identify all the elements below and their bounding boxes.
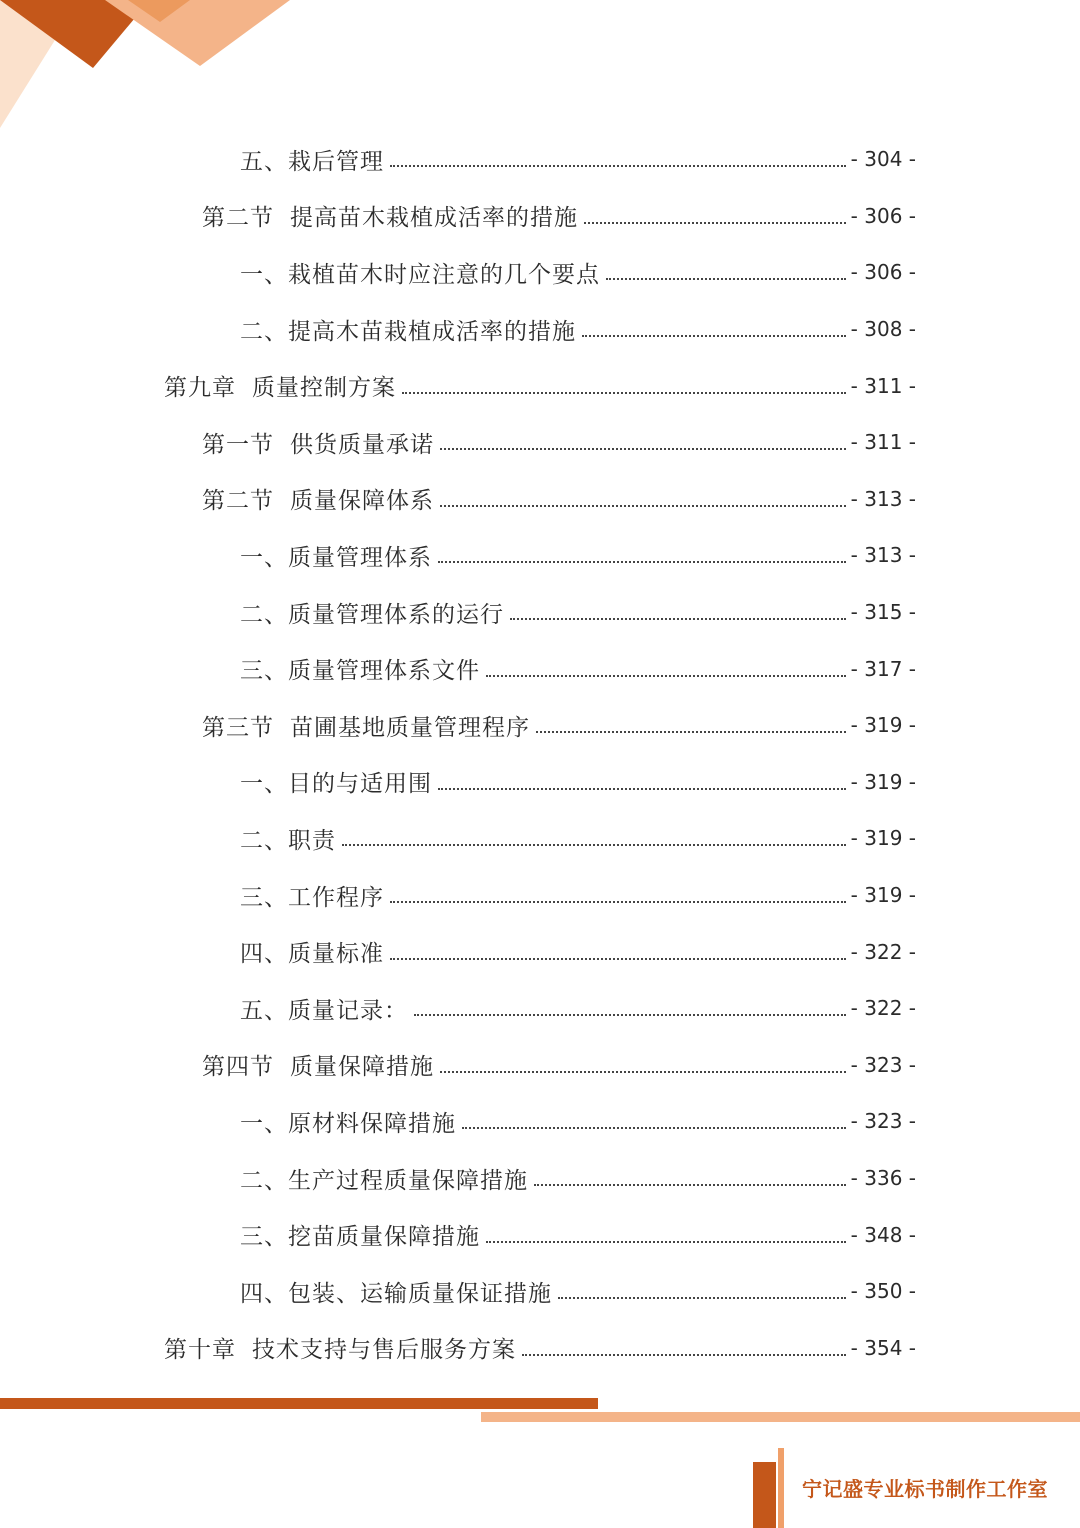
toc-page-number: - 319 - xyxy=(850,826,916,851)
toc-leader-dots xyxy=(584,202,846,224)
toc-entry-title xyxy=(240,539,432,572)
toc-leader-dots xyxy=(342,824,846,846)
toc-entry-number: 第二节 xyxy=(202,205,274,232)
toc-entry-text: 栽后管理 xyxy=(288,148,384,175)
toc-page-number: - 348 - xyxy=(850,1222,916,1247)
toc-page-number: - 313 - xyxy=(850,543,916,568)
toc-entry[interactable] xyxy=(0,980,1080,1037)
toc-entry-title xyxy=(202,199,578,232)
toc-page-number: - 322 - xyxy=(850,996,916,1021)
toc-entry-text: 职责 xyxy=(288,827,336,854)
toc-leader-dots xyxy=(510,598,846,620)
toc-entry[interactable] xyxy=(0,810,1080,867)
toc-page-number: - 317 - xyxy=(850,656,916,681)
toc-entry[interactable] xyxy=(0,1206,1080,1263)
toc-entry[interactable] xyxy=(0,1150,1080,1207)
toc-entry[interactable] xyxy=(0,1320,1080,1377)
toc-leader-dots xyxy=(606,258,846,280)
toc-entry-title xyxy=(240,822,336,855)
studio-name: 宁记盛专业标书制作工作室 xyxy=(802,1477,1048,1501)
toc-entry-title xyxy=(240,992,408,1025)
toc-entry[interactable] xyxy=(0,357,1080,414)
toc-entry[interactable] xyxy=(0,471,1080,528)
toc-page-number: - 319 - xyxy=(850,769,916,794)
toc-entry-number: 三、 xyxy=(240,1224,288,1251)
toc-entry-title xyxy=(240,1105,456,1138)
footer-bar-light xyxy=(481,1412,1080,1422)
toc-entry-title xyxy=(240,1162,528,1195)
toc-page-number: - 323 - xyxy=(850,1052,916,1077)
toc-entry-title xyxy=(202,1048,434,1081)
toc-entry[interactable] xyxy=(0,527,1080,584)
toc-entry-text: 挖苗质量保障措施 xyxy=(288,1224,480,1251)
toc-entry-text: 原材料保障措施 xyxy=(288,1110,456,1137)
toc-entry-number: 五、 xyxy=(240,997,288,1024)
toc-leader-dots xyxy=(390,938,846,960)
toc-page-number: - 336 - xyxy=(850,1166,916,1191)
toc-entry[interactable] xyxy=(0,923,1080,980)
toc-leader-dots xyxy=(390,881,846,903)
toc-entry-number: 四、 xyxy=(240,1280,288,1307)
toc-entry-text: 质量保障体系 xyxy=(290,488,434,515)
toc-leader-dots xyxy=(486,1221,846,1243)
toc-entry-title xyxy=(240,765,432,798)
toc-page-number: - 306 - xyxy=(850,260,916,285)
toc-page-number: - 322 - xyxy=(850,939,916,964)
toc-entry[interactable] xyxy=(0,1263,1080,1320)
toc-entry-title xyxy=(240,143,384,176)
toc-entry-number: 四、 xyxy=(240,941,288,968)
toc-entry-text: 质量管理体系文件 xyxy=(288,658,480,685)
toc-page-number: - 319 - xyxy=(850,883,916,908)
toc-entry-title xyxy=(164,369,396,402)
toc-entry[interactable] xyxy=(0,584,1080,641)
toc-leader-dots xyxy=(440,1051,846,1073)
studio-logo-block xyxy=(753,1462,776,1528)
toc-entry-text: 提高木苗栽植成活率的措施 xyxy=(288,318,576,345)
toc-page-number: - 350 - xyxy=(850,1279,916,1304)
toc-page-number: - 308 - xyxy=(850,317,916,342)
toc-entry-number: 三、 xyxy=(240,658,288,685)
toc-entry[interactable] xyxy=(0,1037,1080,1094)
toc-entry-number: 第九章 xyxy=(164,375,236,402)
toc-entry-number: 第四节 xyxy=(202,1054,274,1081)
toc-entry-number: 第十章 xyxy=(164,1337,236,1364)
toc-entry-number: 第三节 xyxy=(202,714,274,741)
toc-leader-dots xyxy=(390,145,846,167)
toc-page-number: - 311 - xyxy=(850,373,916,398)
toc-entry-title xyxy=(240,935,384,968)
toc-entry-number: 二、 xyxy=(240,1167,288,1194)
toc-entry-title xyxy=(240,313,576,346)
toc-page-number: - 319 - xyxy=(850,713,916,738)
toc-entry-text: 质量管理体系的运行 xyxy=(288,601,504,628)
toc-entry-title xyxy=(240,1275,552,1308)
toc-leader-dots xyxy=(536,711,846,733)
toc-entry-title xyxy=(240,1218,480,1251)
toc-entry-text: 质量标准 xyxy=(288,941,384,968)
toc-entry-text: 供货质量承诺 xyxy=(290,431,434,458)
toc-entry[interactable] xyxy=(0,640,1080,697)
toc-entry[interactable] xyxy=(0,244,1080,301)
toc-leader-dots xyxy=(414,994,846,1016)
toc-entry[interactable] xyxy=(0,754,1080,811)
toc-leader-dots xyxy=(438,768,846,790)
toc-entry-number: 一、 xyxy=(240,261,288,288)
toc-entry-title xyxy=(202,426,434,459)
toc-leader-dots xyxy=(402,372,846,394)
toc-entry[interactable] xyxy=(0,414,1080,471)
toc-entry-text: 工作程序 xyxy=(288,884,384,911)
toc-entry[interactable] xyxy=(0,867,1080,924)
toc-page-number: - 354 - xyxy=(850,1335,916,1360)
toc-entry-number: 二、 xyxy=(240,318,288,345)
toc-entry-number: 一、 xyxy=(240,544,288,571)
toc-entry-text: 质量管理体系 xyxy=(288,544,432,571)
toc-entry-title xyxy=(240,596,504,629)
toc-entry-title xyxy=(164,1331,516,1364)
toc-entry-number: 三、 xyxy=(240,884,288,911)
toc-page-number: - 323 - xyxy=(850,1109,916,1134)
toc-leader-dots xyxy=(438,541,846,563)
studio-logo-line xyxy=(778,1448,784,1528)
toc-entry-text: 栽植苗木时应注意的几个要点 xyxy=(288,261,600,288)
toc-entry-text: 技术支持与售后服务方案 xyxy=(252,1337,516,1364)
toc-entry-text: 质量控制方案 xyxy=(252,375,396,402)
toc-entry[interactable] xyxy=(0,188,1080,245)
toc-page-number: - 313 - xyxy=(850,486,916,511)
toc-entry-title xyxy=(240,652,480,685)
toc-page-number: - 315 - xyxy=(850,600,916,625)
corner-decoration xyxy=(0,0,300,140)
toc-entry-text: 提高苗木栽植成活率的措施 xyxy=(290,205,578,232)
toc-entry-number: 一、 xyxy=(240,771,288,798)
toc-entry-number: 一、 xyxy=(240,1110,288,1137)
toc-entry-number: 第二节 xyxy=(202,488,274,515)
corner-triangle-mid xyxy=(105,0,290,66)
toc-leader-dots xyxy=(440,485,846,507)
toc-page-number: - 304 - xyxy=(850,147,916,172)
toc-entry-number: 五、 xyxy=(240,148,288,175)
toc-leader-dots xyxy=(462,1107,846,1129)
toc-leader-dots xyxy=(582,315,846,337)
toc-entry-text: 生产过程质量保障措施 xyxy=(288,1167,528,1194)
toc-entry-title xyxy=(240,879,384,912)
toc-entry[interactable] xyxy=(0,697,1080,754)
toc-entry-number: 二、 xyxy=(240,827,288,854)
toc-entry-title xyxy=(202,482,434,515)
toc-entry-text: 质量记录： xyxy=(288,997,408,1024)
toc-entry-number: 二、 xyxy=(240,601,288,628)
toc-leader-dots xyxy=(558,1277,846,1299)
toc-entry-text: 苗圃基地质量管理程序 xyxy=(290,714,530,741)
toc-entry-title xyxy=(202,709,530,742)
toc-leader-dots xyxy=(440,428,846,450)
footer-bar-dark xyxy=(0,1398,598,1409)
toc-entry[interactable] xyxy=(0,1093,1080,1150)
toc-page-number: - 311 - xyxy=(850,430,916,455)
toc-entry-number: 第一节 xyxy=(202,431,274,458)
toc-entry-text: 包装、运输质量保证措施 xyxy=(288,1280,552,1307)
toc-leader-dots xyxy=(534,1164,846,1186)
toc-entry[interactable] xyxy=(0,301,1080,358)
toc-leader-dots xyxy=(486,655,846,677)
toc-page-number: - 306 - xyxy=(850,203,916,228)
toc-entry-title xyxy=(240,256,600,289)
toc-entry-text: 目的与适用围 xyxy=(288,771,432,798)
toc-leader-dots xyxy=(522,1334,846,1356)
toc-entry-text: 质量保障措施 xyxy=(290,1054,434,1081)
toc-entry[interactable] xyxy=(0,131,1080,188)
